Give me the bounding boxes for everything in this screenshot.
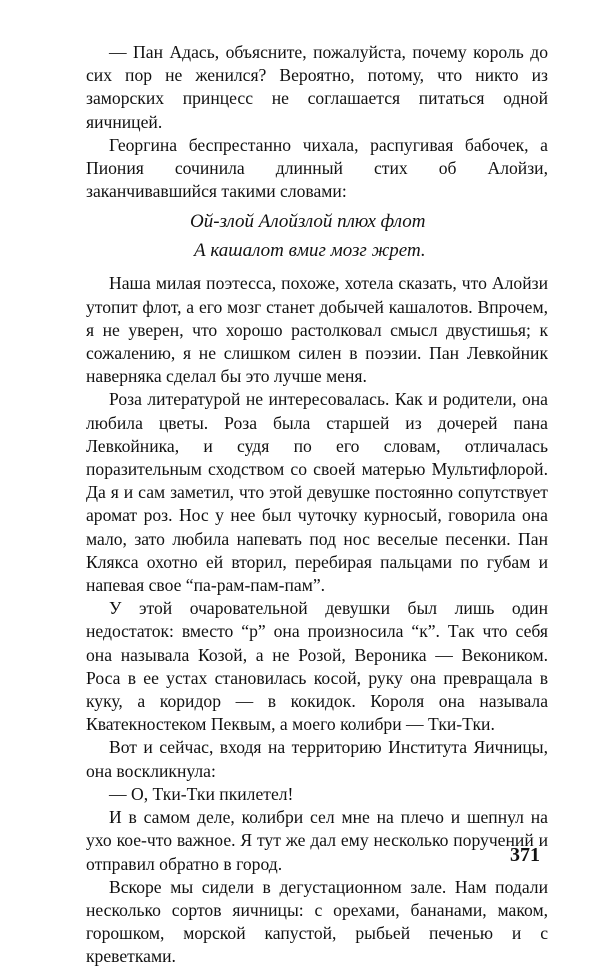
paragraph-roza: Роза литературой не интересовалась. Как и родители, она любила цветы. Роза была старшей из дочерей пана Левкойника, и судя по его словам, отличалась поразительным сходством со своей матерью Мультифлорой. Да я и сам заметил, что этой девушке постоянно сопутствует аромат роз. Нос у нее был чуточку курносый, говорила она мало, зато любила напевать под нос веселые песенки. Пан Клякса охотно ей вторил, перебирая пальцами по губам и напевая свое “па-рам-пам-пам”. (86, 389, 548, 596)
paragraph-pronunciation: У этой очаровательной девушки был лишь один недостаток: вместо “р” она произносила “к”. Так что себя она называла Козой, а не Розой, Вероника — Векоником. Роса в ее устах становилась косой, руку она превращала в куку, а коридор — в кокидок. Короля она называла Кватекностеком Пеквым, а моего колибри — Тки-Тки. (86, 598, 548, 735)
page-number: 371 (510, 844, 540, 866)
paragraph-king-question: — Пан Адась, объясните, пожалуйста, почему король до сих пор не женился? Вероятно, потому, что никто из заморских принцесс не соглашается питаться одной яичницей. (86, 42, 548, 132)
page-text (86, 41, 548, 969)
paragraph-poet-meaning: Наша милая поэтесса, похоже, хотела сказать, что Алойзи утопит флот, а его мозг станет добычей кашалотов. Впрочем, я не уверен, что хорошо растолковал смысл двустишья; к сожалению, я не слишком силен в поэзии. Пан Левкойник наверняка сделал бы это лучше меня. (86, 273, 548, 387)
paragraph-georgina-pionia: Георгина беспрестанно чихала, распугивая бабочек, а Пиония сочинила длинный стих об Алойзи, заканчивавшийся такими словами: (86, 134, 548, 202)
paragraph-dialogue: — О, Тки-Тки пкилетел! (109, 783, 294, 804)
verse-line-1: Ой-злой Алойзлой плюх флот (190, 211, 426, 233)
paragraph-institute-entry: Вот и сейчас, входя на территорию Института Яичницы, она воскликнула: (86, 737, 548, 781)
verse-line-2: А кашалот вмиг мозг жрет. (194, 240, 426, 262)
verse-couplet (86, 207, 548, 265)
paragraph-hummingbird: И в самом деле, колибри сел мне на плечо и шепнул на ухо кое-что важное. Я тут же дал ему несколько поручений и отправил обратно в город. (86, 807, 548, 874)
paragraph-tasting-hall: Вскоре мы сидели в дегустационном зале. Нам подали несколько сортов яичницы: с орехами, бананами, маком, горошком, морской капустой, рыбьей печенью и с креветками. (86, 876, 548, 967)
